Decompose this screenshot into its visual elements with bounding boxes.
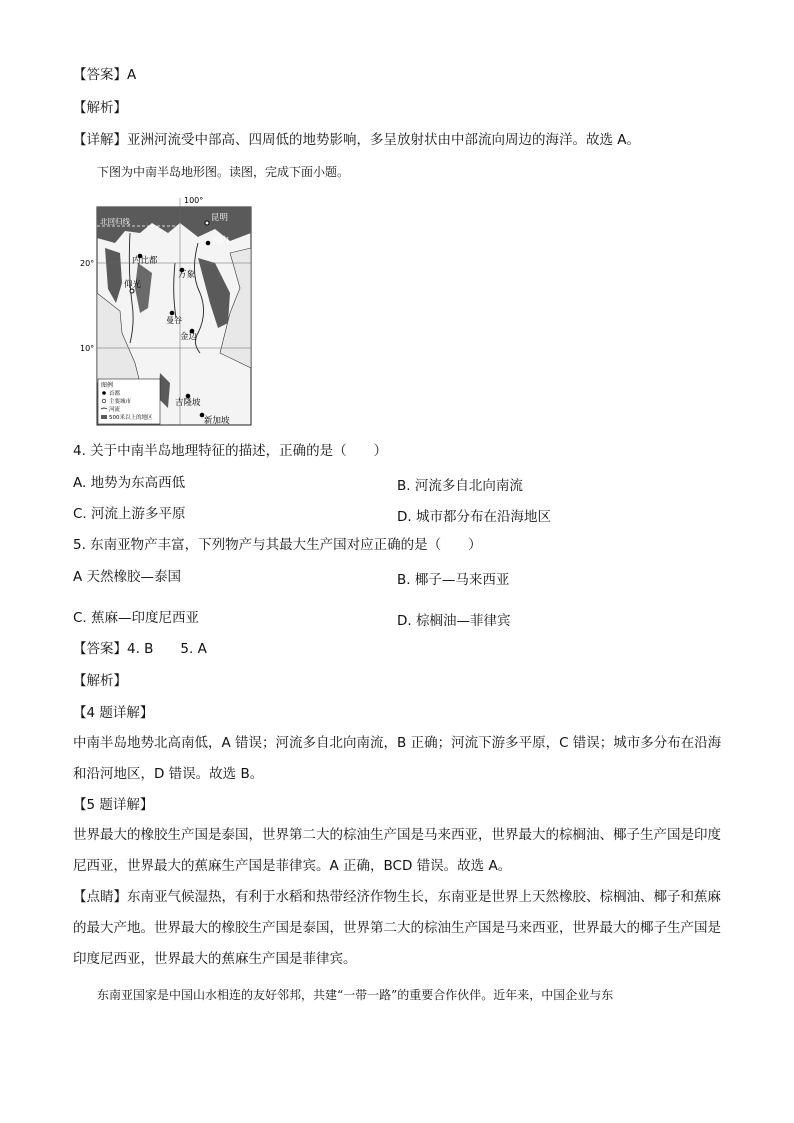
q5-option-d[interactable]: D. 棕榈油—菲律宾 [397,613,511,629]
tip-text: 东南亚气候湿热，有利于水稻和热带经济作物生长，东南亚是世界上天然橡胶、棕榈油、椰子和蕉麻的最大产地。世界最大的橡胶生产国是泰国，世界第二大的棕油生产国是马来西亚，世界最大的椰子生产国是印度尼西亚，世界最大的蕉麻生产国是菲律宾。 [73,889,721,967]
q5-option-b[interactable]: B. 椰子—马来西亚 [397,572,510,588]
legend-title: 图例 [101,382,114,389]
answer-tag-2: 【答案】 [73,641,127,657]
q4-detail-text: 中南半岛地势北高南低，A 错误；河流多自北向南流，B 正确；河流下游多平原，C 错误；城市多分布在沿海和沿河地区，D 错误。故选 B。 [73,735,722,782]
legend-high: 500米以上的地区 [109,415,153,421]
indochina-terrain-map [80,193,258,428]
label-lat10: 10° [80,344,95,353]
label-vientiane: 万象 [178,270,196,280]
label-naypyidaw: 内比都 [132,256,158,266]
q4-detail-heading: 【4 题详解】 [73,705,154,721]
label-bangkok: 曼谷 [166,316,182,325]
legend-capital: 首都 [109,391,121,397]
tip-paragraph [73,882,723,975]
answer-value-2: 4. B 5. A [127,641,207,657]
detail-line-1 [73,131,640,149]
intro-text: 下图为中南半岛地形图。读图，完成下面小题。 [97,165,350,179]
answer-line-2 [73,640,207,658]
capital-hanoi [206,241,211,246]
label-hanoi: 河内 [212,236,230,246]
legend-river: 河流 [109,407,121,413]
label-yangon: 仰光 [124,280,142,290]
q4-option-d[interactable]: D. 城市都分布在沿海地区 [397,509,551,525]
q5-option-c[interactable]: C. 蕉麻—印度尼西亚 [73,610,200,626]
q4-option-b[interactable]: B. 河流多自北向南流 [397,478,523,494]
answer-line-1 [73,66,136,84]
city-kunming [205,221,209,225]
label-singapore: 新加坡 [204,416,230,426]
label-tropic: 北回归线 [100,217,130,226]
legend-capital-symbol [102,391,106,395]
capital-bangkok [170,311,175,316]
detail-text: 亚洲河流受中部高、四周低的地势影响，多呈放射状由中部流向周边的海洋。故选 A。 [127,132,641,148]
closing-text: 东南亚国家是中国山水相连的友好邻邦，共建“一带一路”的重要合作伙伴。近年来，中国企业与东 [97,988,614,1002]
answer-tag: 【答案】 [73,67,127,83]
detail-tag: 【详解】 [73,132,127,148]
analysis-heading-2: 【解析】 [73,673,127,689]
answer-value: A [127,67,137,83]
label-phnompenh: 金边 [180,332,198,342]
q5-detail-text: 世界最大的橡胶生产国是泰国，世界第二大的棕油生产国是马来西亚，世界最大的棕榈油、椰子生产国是印度尼西亚，世界最大的蕉麻生产国是菲律宾。A 正确，BCD 错误。故选 A。 [73,827,721,874]
analysis-heading-1: 【解析】 [73,100,127,116]
label-kualalumpur: 吉隆坡 [175,398,201,408]
q4-option-c[interactable]: C. 河流上游多平原 [73,506,186,522]
tip-tag: 【点睛】 [73,889,127,905]
q5-stem: 5. 东南亚物产丰富，下列物产与其最大生产国对应正确的是（ ） [73,537,482,553]
label-lat20: 20° [80,259,95,268]
legend-high-symbol [101,415,107,419]
legend-city: 主要城市 [109,399,132,405]
q5-option-a[interactable]: A 天然橡胶—泰国 [73,569,182,585]
map-svg [80,193,258,428]
q5-detail-heading: 【5 题详解】 [73,797,154,813]
label-lon100: 100° [184,196,204,205]
legend-city-symbol [102,399,106,403]
q4-option-a[interactable]: A. 地势为东高西低 [73,475,186,491]
q4-stem: 4. 关于中南半岛地理特征的描述，正确的是（ ） [73,443,388,459]
label-kunming: 昆明 [211,213,229,223]
